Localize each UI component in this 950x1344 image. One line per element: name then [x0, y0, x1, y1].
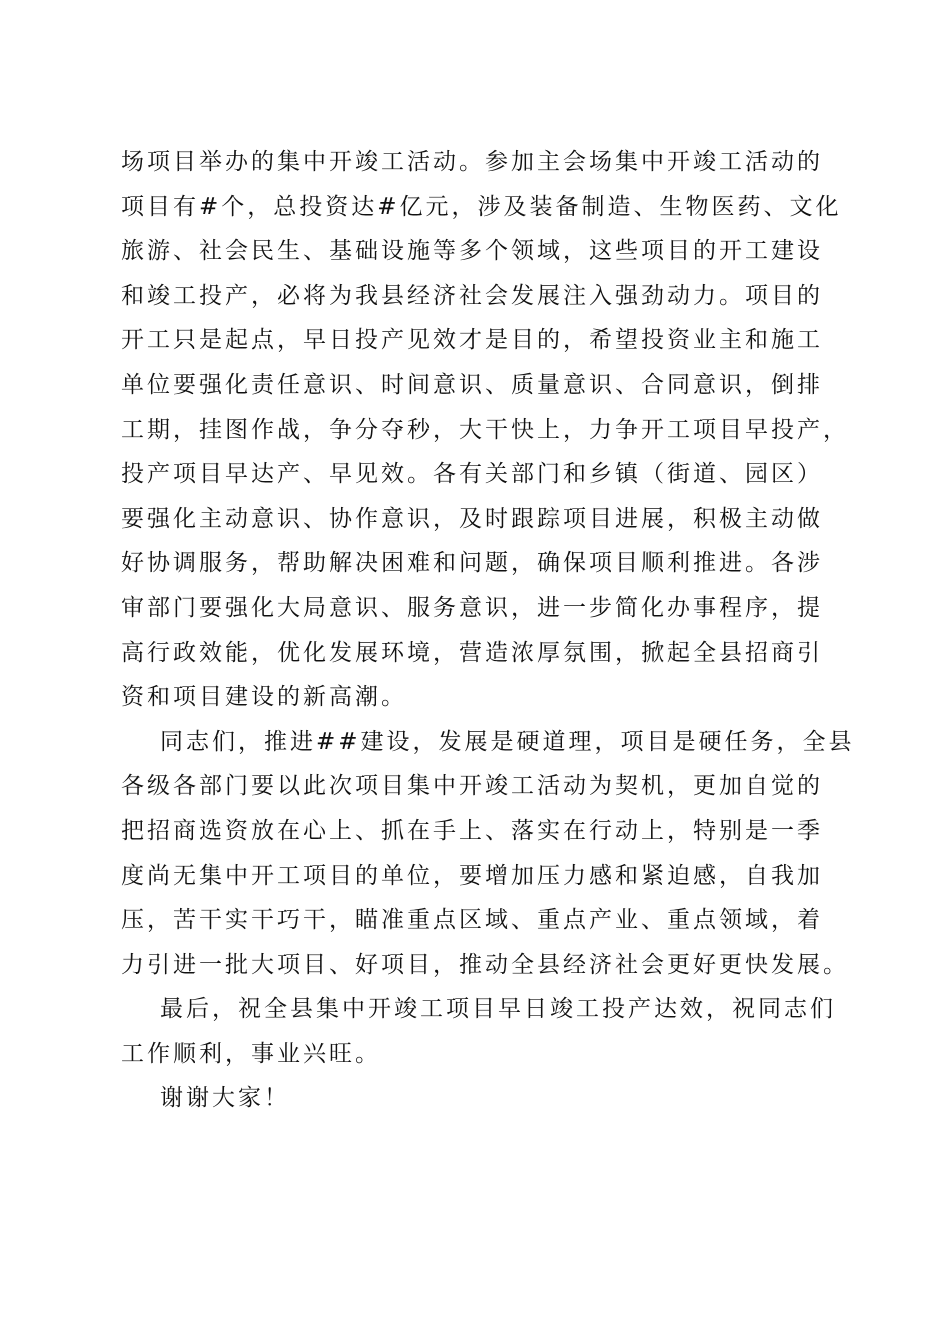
text-line: 工期，挂图作战，争分夺秒，大干快上，力争开工项目早投产， [121, 416, 849, 443]
text-line: 和竣工投产，必将为我县经济社会发展注入强劲动力。项目的 [121, 282, 823, 309]
text-line: 场项目举办的集中开竣工活动。参加主会场集中开竣工活动的 [121, 149, 823, 175]
text-line: 压，苦干实干巧干，瞄准重点区域、重点产业、重点领域，着 [121, 907, 823, 934]
text-line: 投产项目早达产、早见效。各有关部门和乡镇（街道、园区） [121, 461, 823, 488]
text-line: 资和项目建设的新高潮。 [121, 684, 407, 711]
text-line: 项目有#个，总投资达#亿元，涉及装备制造、生物医药、文化 [121, 193, 842, 220]
document-body [121, 140, 855, 1121]
text-line: 好协调服务，帮助解决困难和问题，确保项目顺利推进。各涉 [121, 550, 823, 577]
text-line: 审部门要强化大局意识、服务意识，进一步简化办事程序，提 [121, 594, 823, 621]
paragraph-start-line: 同志们，推进##建设，发展是硬道理，项目是硬任务，全县 [160, 728, 855, 755]
text-line: 单位要强化责任意识、时间意识、质量意识、合同意识，倒排 [121, 371, 823, 398]
text-line: 要强化主动意识、协作意识，及时跟踪项目进展，积极主动做 [121, 505, 823, 532]
text-line: 度尚无集中开工项目的单位，要增加压力感和紧迫感，自我加 [121, 862, 823, 889]
text-line: 开工只是起点，早日投产见效才是目的，希望投资业主和施工 [121, 327, 823, 354]
text-line: 旅游、社会民生、基础设施等多个领域，这些项目的开工建设 [121, 238, 823, 265]
text-line: 力引进一批大项目、好项目，推动全县经济社会更好更快发展。 [121, 951, 849, 978]
paragraph-start-line: 最后，祝全县集中开竣工项目早日竣工投产达效，祝同志们 [160, 996, 836, 1023]
text-line: 把招商选资放在心上、抓在手上、落实在行动上，特别是一季 [121, 817, 823, 844]
text-line: 高行政效能，优化发展环境，营造浓厚氛围，掀起全县招商引 [121, 639, 823, 666]
text-line: 各级各部门要以此次项目集中开竣工活动为契机，更加自觉的 [121, 773, 823, 800]
text-line: 工作顺利，事业兴旺。 [121, 1040, 381, 1067]
closing-line: 谢谢大家！ [160, 1085, 290, 1112]
